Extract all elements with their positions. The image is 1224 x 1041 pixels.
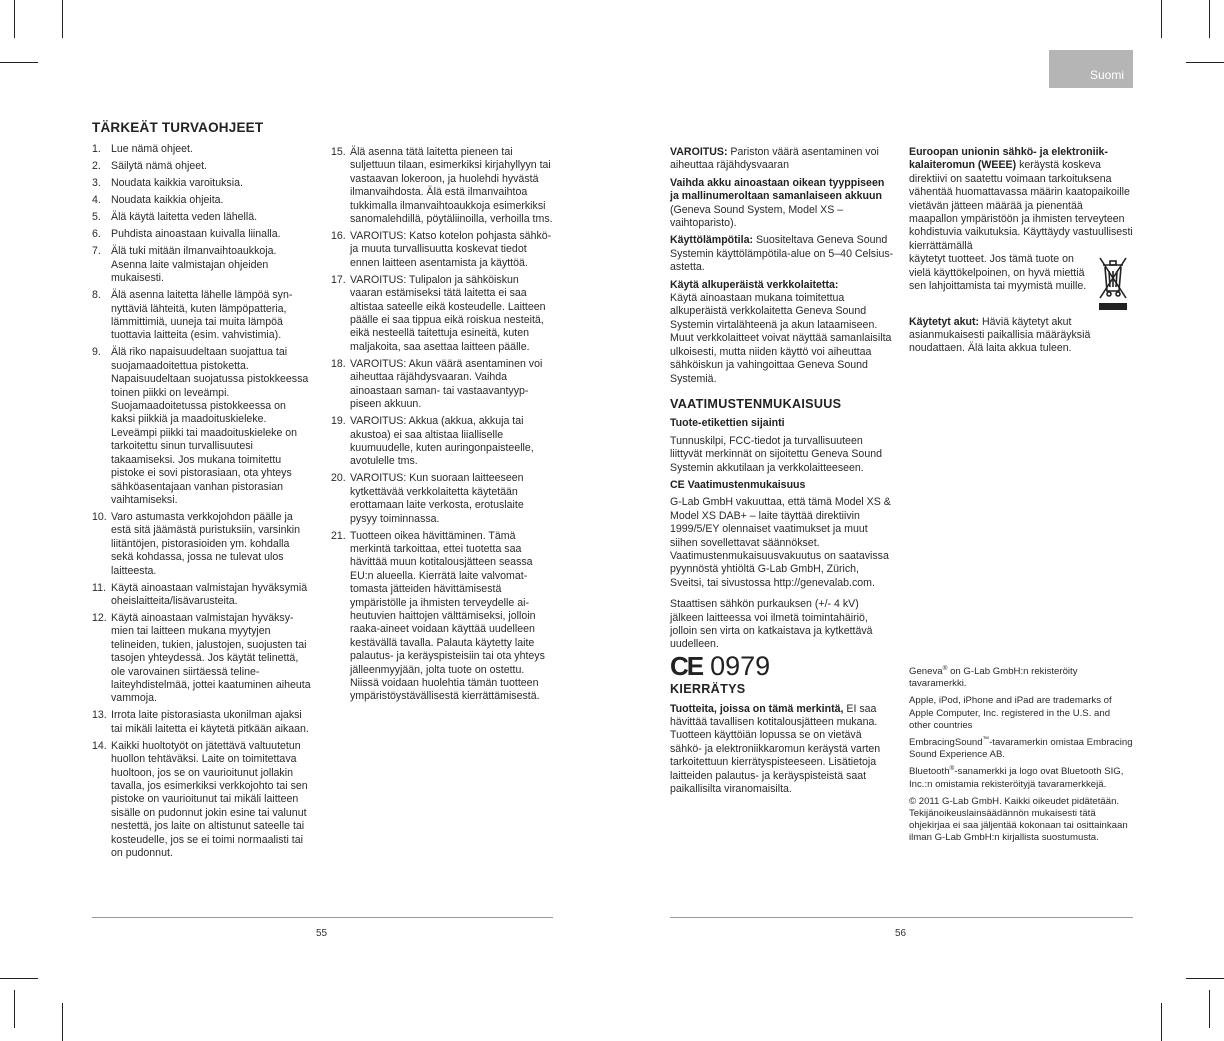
- labels-text: Tunnuskilpi, FCC-tiedot ja turvallisuuteen liittyvät merkinnät on sijoitettu Geneva Sound Systemin akkutilaan ja verkkolaitteeseen.: [670, 434, 882, 474]
- crop-mark: [1186, 978, 1224, 979]
- safety-item-number: 15.: [331, 146, 346, 158]
- compliance-heading: VAATIMUSTENMUKAISUUS: [670, 396, 842, 411]
- recycling-text: Tuotteita, joissa on tämä merkintä, EI saa hävittää tavallisen kotitalousjätteen mukana. Tuotteen käyttöiän lopussa se on vietävä sähkö- ja elektroniikkaromun keräystä varten tarkoitettuun kierrätyspisteeseen. Lisätietoja laitteiden palautus- ja keräyspisteistä saat paikallisilta viranomaisilta.: [670, 702, 881, 796]
- labels-subheading: Tuote-etikettien sijainti: [670, 417, 785, 430]
- legal-notices: [909, 666, 1133, 850]
- safety-item: [92, 194, 312, 207]
- safety-item-text: Käytä ainoastaan valmistajan hyväksymien tai laitteen mukana myytyjen telineiden, tukien, jalustojen, suojusten tai tasojen yhteydessä. Jos käytät telinettä, ole varovainen siirtäessä teline-laiteyhdistelmää, jottei kaatuminen aiheuta vammoja.: [111, 611, 311, 705]
- safety-item-number: 21.: [331, 529, 346, 542]
- safety-list-2: [331, 146, 553, 704]
- safety-column-1: [92, 121, 312, 864]
- safety-item-number: 16.: [331, 230, 346, 243]
- safety-item-text: VAROITUS: Akkua (akkua, akkuja tai akustoa) ei saa altistaa liialliselle kuumuudelle, kuten auringonpaisteelle, avotulelle tms.: [350, 415, 534, 468]
- safety-list-1: [92, 143, 312, 860]
- ce-text: G-Lab GmbH vakuuttaa, että tämä Model XS & Model XS DAB+ – laite täyttää direktiivin 1999/5/EY olennaiset vaatimukset ja muut siihen sovellettavat säännökset. Vaatimustenmukaisuusvakuutus on saatavissa pyynnöstä yhtiöltä G-Lab GmbH, Zürich, Sveitsi, tai sivustossa http://genevalab.com.: [670, 496, 891, 589]
- battery-replace: Vaihda akku ainoastaan oikean tyyppiseen ja mallinumeroltaan samanlaiseen akkuun (Geneva Sound System, Model XS – vaihtoparisto).: [670, 176, 885, 230]
- temperature-info: Käyttölämpötila: Suositeltava Geneva Sound Systemin käyttölämpötila-alue on 5–40 Celsius-astetta.: [670, 234, 894, 274]
- copyright: © 2011 G-Lab GmbH. Kaikki oikeudet pidätetään. Tekijänoikeuslainsäädännön mukaisesti tätä ohjekirjaa ei saa jäljentää kokonaan tai osittainkaan ilman G-Lab GmbH:n kirjallista suostumusta.: [909, 795, 1128, 844]
- safety-item-number: 6.: [92, 228, 101, 241]
- safety-item-text: Lue nämä ohjeet.: [111, 143, 193, 156]
- safety-item-text: Älä asenna tätä laitetta pieneen tai suljettuun tilaan, esimerkiksi kirjahyllyyn tai vastaavan lokeroon, ja huolehdi hyvästä ilmanvaihdosta. Älä estä ilmanvaihtoa tukkimalla ilmanvaihtoaukkoja esimerkiksi sanomalehdillä, pöytäliinoilla, verhoilla tms.: [350, 146, 553, 226]
- safety-item-number: 18.: [331, 357, 346, 370]
- safety-item-number: 5.: [92, 211, 101, 224]
- safety-item-number: 13.: [92, 709, 107, 722]
- safety-item: [92, 740, 312, 861]
- page-number-right: 56: [895, 928, 907, 939]
- crop-mark: [62, 1003, 63, 1041]
- safety-item-text: VAROITUS: Kun suoraan laitteeseen kytkettävää verkkolaitetta käytetään erottamaan laite verkosta, erotuslaite pysyy toiminnassa.: [350, 472, 524, 525]
- apple-trademark: Apple, iPod, iPhone and iPad are trademarks of Apple Computer, Inc. registered in the U.S. and other countries: [909, 695, 1112, 731]
- safety-item: [331, 530, 553, 704]
- safety-item-text: Älä käytä laitetta veden lähellä.: [111, 211, 258, 224]
- safety-item: [92, 160, 312, 173]
- safety-item: [331, 472, 553, 526]
- safety-item-number: 20.: [331, 472, 346, 485]
- safety-item-text: Puhdista ainoastaan kuivalla liinalla.: [111, 228, 281, 241]
- safety-item: [92, 511, 312, 578]
- notified-body-number: 0979: [710, 650, 771, 681]
- safety-item-number: 14.: [92, 739, 107, 752]
- crop-mark: [1209, 990, 1210, 1028]
- safety-item: [331, 358, 553, 412]
- safety-item: [92, 612, 312, 706]
- safety-item-number: 11.: [92, 581, 106, 594]
- safety-column-2: [331, 146, 553, 707]
- safety-item-number: 17.: [331, 273, 346, 286]
- right-column-1: [670, 146, 894, 800]
- bluetooth-trademark: Bluetooth®-sanamerkki ja logo ovat Bluetooth SIG, Inc.:n omistamia rekisteröityjä tavaramerkkejä.: [909, 765, 1124, 790]
- safety-item: [331, 146, 553, 226]
- safety-item: [92, 143, 312, 156]
- battery-warning: VAROITUS: Pariston väärä asentaminen voi aiheuttaa räjähdysvaaran: [670, 146, 879, 172]
- used-batteries: Käytetyt akut: Häviä käytetyt akut asianmukaisesti paikallisia määräyksiä noudattaen. Älä laita akkua tuleen.: [909, 315, 1091, 355]
- crop-mark: [1186, 62, 1224, 63]
- crossed-bin-icon: [1097, 255, 1129, 315]
- safety-item-text: Varo astumasta verkkojohdon päälle ja estä sitä jäämästä puristuksiin, varsinkin liitäntöjen, pistorasioiden ym. kohdalla sekä kohdassa, jossa ne tulevat ulos laitteesta.: [111, 510, 301, 577]
- page-number-left: 55: [316, 928, 328, 939]
- safety-item-text: Noudata kaikkia varoituksia.: [111, 177, 243, 190]
- safety-item: [92, 211, 312, 224]
- weee-text-top: Euroopan unionin sähkö- ja elektroniikkalaiteromun (WEEE) keräystä koskeva direktiivi on saatettu voimaan tarkoituksena vähentää huomattavassa määrin kaatopaikoille vietävän jätteen määrää ja pienentää maapallon ympäristöön ja ihmisten terveyteen kohdistuvia vaikutuksia. Käyttäydy vastuullisesti kierrättämällä: [909, 146, 1133, 252]
- safety-item: [331, 274, 553, 354]
- safety-item-text: Irrota laite pistorasiasta ukonilman ajaksi tai mikäli laitetta ei käytetä pitkään aikaan.: [111, 709, 309, 735]
- safety-item-number: 7.: [92, 245, 101, 258]
- crop-mark: [14, 0, 15, 38]
- safety-item-number: 3.: [92, 177, 101, 190]
- safety-item-text: Kaikki huoltotyöt on jätettävä valtuutetun huollon tehtäväksi. Laite on toimitettava huoltoon, jos se on vaurioitunut jollakin tavalla, jos esimerkiksi verkkojohto tai sen pistoke on vaurioitunut tai mikäli laitteen sisälle on pudonnut jokin esine tai valunut nestettä, jos laite on altistunut sateelle tai kosteudelle, jos se ei toimi normaalisti tai on pudonnut.: [111, 739, 308, 860]
- safety-item: [92, 289, 312, 343]
- safety-heading: TÄRKEÄT TURVAOHJEET: [92, 120, 264, 135]
- safety-item-text: VAROITUS: Akun väärä asentaminen voi aiheuttaa räjähdysvaaran. Vaihda ainoastaan saman- tai vastaavantyyppiseen akkuun.: [350, 357, 543, 411]
- safety-item: [331, 415, 553, 469]
- weee-block: [909, 253, 1133, 315]
- esd-text: Staattisen sähkön purkauksen (+/- 4 kV) jälkeen laitteessa voi ilmetä toimintahäiriö, jolloin sen virta on katkaistava ja kytkettävä uudelleen.: [670, 598, 873, 651]
- safety-item: [92, 346, 312, 507]
- recycling-heading: KIERRÄTYS: [670, 682, 746, 697]
- safety-item-number: 10.: [92, 510, 107, 523]
- ce-subheading: CE Vaatimustenmukaisuus: [670, 478, 806, 491]
- safety-item-text: Älä asenna laitetta lähelle lämpöä synnyttäviä lähteitä, kuten lämpöpatteria, lämmittimiä, uuneja tai muita lämpöä tuottavia laitteita (esim. vahvistimia).: [111, 289, 293, 342]
- safety-item-number: 9.: [92, 346, 101, 359]
- crop-mark: [62, 0, 63, 38]
- ce-mark: [670, 650, 894, 681]
- safety-item-number: 8.: [92, 289, 101, 302]
- safety-item-text: Tuotteen oikea hävittäminen. Tämä merkintä tarkoittaa, ettei tuotetta saa hävittää muun kotitalousjätteen seassa EU:n alueella. Kierrätä laite valvomattomasta jätteiden hävittämisestä ympäristölle ja ihmisten terveydelle aiheutuvien haittojen välttämiseksi, jolloin raaka-aineet voidaan käyttää uudelleen kestävällä tavalla. Palauta käytetty laite palautus- ja keräyspisteisiin tai ota yhteys jälleenmyyjään, jolta tuote on ostettu. Niissä voidaan huolehtia tämän tuotteen ympäristöystävällisestä kierrättämisestä.: [350, 529, 545, 703]
- crop-mark: [0, 62, 38, 63]
- safety-item: [92, 245, 312, 285]
- safety-item-text: VAROITUS: Katso kotelon pohjasta sähkö- ja muuta turvallisuutta koskevat tiedot ennen laitteen asentamista ja käyttöä.: [350, 230, 552, 269]
- footer-rule-right: [670, 917, 1133, 918]
- adapter-label: Käytä alkuperäistä verkkolaitetta:: [670, 278, 839, 291]
- footer-rule-left: [92, 917, 553, 918]
- safety-item-text: Älä tuki mitään ilmanvaihtoaukkoja. Asenna laite valmistajan ohjeiden mukaisesti.: [111, 245, 277, 285]
- safety-item: [92, 228, 312, 241]
- crop-mark: [1161, 0, 1162, 38]
- safety-item-text: Noudata kaikkia ohjeita.: [111, 194, 224, 207]
- safety-item-text: Käytä ainoastaan valmistajan hyväksymiä oheislaitteita/lisävarusteita.: [111, 581, 308, 607]
- safety-item-text: Säilytä nämä ohjeet.: [111, 160, 207, 173]
- crop-mark: [1161, 1003, 1162, 1041]
- weee-text-wrap: käytetyt tuotteet. Jos tämä tuote on vielä käyttökelpoinen, on hyvä miettiä sen lahjoittamista tai myymistä muille.: [909, 253, 1087, 293]
- embracingsound-trademark: EmbracingSound™-tavaramerkin omistaa Embracing Sound Experience AB.: [909, 735, 1133, 761]
- right-column-2: [909, 146, 1133, 360]
- safety-item-number: 1.: [92, 143, 101, 156]
- safety-item-text: VAROITUS: Tulipalon ja sähköiskun vaaran estämiseksi tätä laitetta ei saa altistaa sateelle eikä kosteudelle. Laitteen päälle ei saa tippua eikä roiskua nesteitä, eikä nesteellä taitettuja esineitä, kuten maljakoita, saa asettaa laitteen päälle.: [350, 273, 546, 353]
- safety-item: [92, 582, 312, 609]
- safety-item-number: 19.: [331, 415, 346, 428]
- safety-item-number: 4.: [92, 194, 101, 207]
- safety-item-number: 2.: [92, 160, 101, 173]
- safety-item: [331, 230, 553, 270]
- geneva-trademark: Geneva® on G-Lab GmbH:n rekisteröity tavaramerkki.: [909, 664, 1078, 690]
- crop-mark: [0, 978, 38, 979]
- safety-item-number: 12.: [92, 611, 107, 624]
- crop-mark: [1209, 0, 1210, 38]
- language-tab: Suomi: [1049, 50, 1133, 88]
- safety-item: [92, 709, 312, 736]
- safety-item: [92, 177, 312, 190]
- safety-item-text: Älä riko napaisuudeltaan suojattua tai suojamaadoitettua pistoketta. Napaisuudeltaan suojatussa pistokkeessa toinen piikki on leveämpi. Suojamaadoitetussa pistokkeessa on kaksi piikkiä ja maadoituskieleke. Leveämpi piikki tai maadoituskieleke on tarkoitettu sinun turvallisuutesi takaamiseksi. Jos mukana toimitettu pistoke ei sovi pistorasiaan, ota yhteys sähköasentajaan vanhan pistorasian vaihtamiseksi.: [111, 346, 309, 506]
- crop-mark: [14, 990, 15, 1028]
- adapter-text: Käytä ainoastaan mukana toimitettua alkuperäistä verkkolaitetta Geneva Sound Systemin virtalähteenä ja akun lataamiseen. Muut verkkolaitteet voivat näyttää samanlaisilta ulkoisesti, mutta niiden käyttö voi aiheuttaa sähköiskun ja vahingoittaa Geneva Sound Systemiä.: [670, 292, 892, 385]
- ce-logo: CE: [670, 650, 703, 681]
